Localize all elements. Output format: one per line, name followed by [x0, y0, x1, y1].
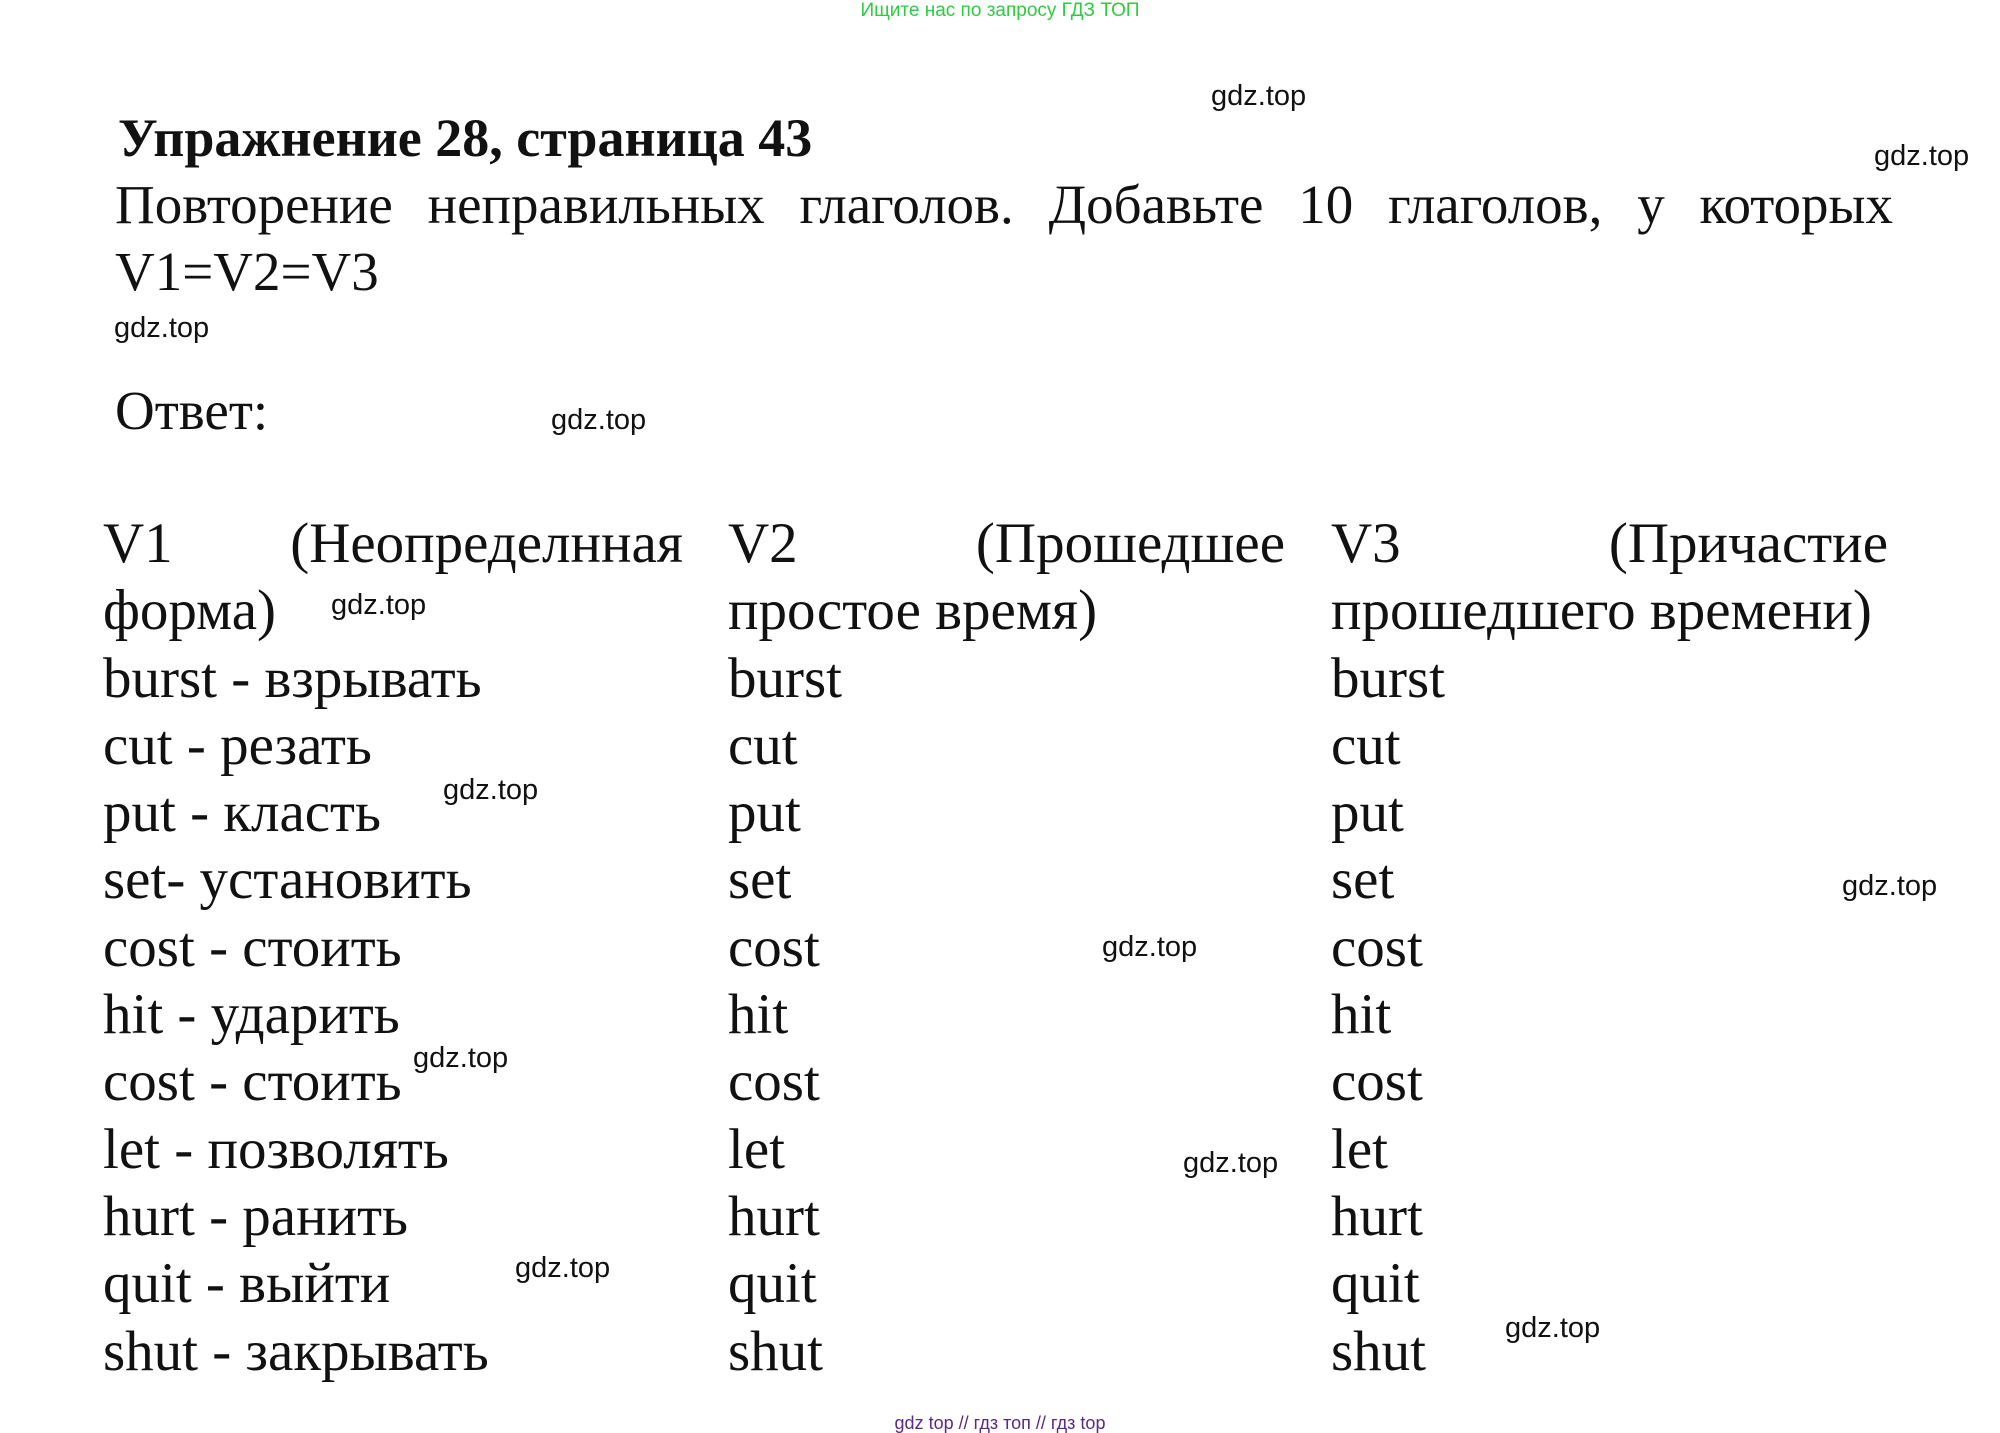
- verb-cell: put: [1331, 781, 1404, 845]
- verb-cell: cost: [728, 1050, 820, 1114]
- column-header-part: V3: [1331, 512, 1401, 575]
- search-banner: Ищите нас по запросу ГДЗ ТОП: [860, 0, 1140, 21]
- watermark: gdz.top: [443, 774, 539, 806]
- verb-cell: shut: [728, 1319, 824, 1383]
- verb-cell: quit: [728, 1252, 817, 1316]
- column-header-part: V2: [728, 512, 798, 575]
- watermark: gdz.top: [551, 404, 647, 436]
- column-header-part: (Неопределнная: [290, 512, 683, 575]
- verb-cell: burst: [1331, 646, 1445, 710]
- verb-cell: burst: [728, 646, 842, 710]
- watermark: gdz.top: [413, 1042, 509, 1074]
- column-header: [103, 510, 683, 577]
- watermark: gdz.top: [1183, 1147, 1279, 1179]
- column-v3: [1331, 510, 1888, 1385]
- watermark: gdz.top: [1211, 80, 1307, 112]
- verb-cell: put - класть: [103, 781, 381, 845]
- verb-cell: cost: [1331, 915, 1423, 979]
- column-header-line2: простое время): [728, 579, 1098, 643]
- column-header-part: (Прошедшее: [975, 512, 1285, 575]
- task-description: Повторение неправильных глаголов. Добавьте 10 глаголов, у которых: [115, 174, 1893, 235]
- watermark: gdz.top: [331, 589, 427, 621]
- watermark: gdz.top: [515, 1252, 611, 1284]
- verb-cell: quit: [1331, 1252, 1420, 1316]
- column-header: [1331, 510, 1888, 577]
- verb-cell: cut: [1331, 713, 1401, 777]
- verb-cell: hit - ударить: [103, 983, 400, 1047]
- column-header-line2: форма): [103, 579, 277, 643]
- task-description-formula: V1=V2=V3: [115, 241, 379, 302]
- verb-cell: hit: [1331, 983, 1392, 1047]
- column-header-part: (Причастие: [1608, 512, 1888, 575]
- verb-cell: let - позволять: [103, 1117, 449, 1181]
- verb-cell: hit: [728, 983, 789, 1047]
- column-header-line2: прошедшего времени): [1331, 579, 1872, 643]
- verb-cell: set: [728, 848, 792, 912]
- verb-cell: hurt: [1331, 1184, 1423, 1248]
- watermark: gdz.top: [1505, 1312, 1601, 1344]
- verb-cell: set: [1331, 848, 1395, 912]
- column-header: [728, 510, 1285, 577]
- verb-cell: let: [728, 1117, 785, 1181]
- watermark: gdz.top: [1842, 870, 1938, 902]
- verb-cell: shut - закрывать: [103, 1319, 489, 1383]
- verb-cell: cost - стоить: [103, 915, 402, 979]
- answer-label: Ответ:: [115, 380, 269, 441]
- verb-cell: put: [728, 781, 801, 845]
- column-v2: [728, 510, 1285, 1385]
- verb-cell: cost: [728, 915, 820, 979]
- watermark: gdz.top: [1102, 931, 1198, 963]
- verb-cell: let: [1331, 1117, 1388, 1181]
- verb-cell: cost: [1331, 1050, 1423, 1114]
- verb-cell: shut: [1331, 1319, 1427, 1383]
- verb-cell: cut: [728, 713, 798, 777]
- verb-cell: cut - резать: [103, 713, 372, 777]
- verb-cell: burst - взрывать: [103, 646, 482, 710]
- verb-cell: cost - стоить: [103, 1050, 402, 1114]
- watermark: gdz.top: [114, 312, 210, 344]
- watermark: gdz.top: [1874, 140, 1970, 172]
- footer-watermark: gdz top // гдз топ // гдз top: [894, 1413, 1106, 1433]
- verb-cell: quit - выйти: [103, 1252, 391, 1316]
- page-title: Упражнение 28, страница 43: [118, 108, 813, 168]
- column-header-part: V1: [103, 512, 173, 575]
- verb-cell: hurt - ранить: [103, 1184, 409, 1248]
- verb-cell: hurt: [728, 1184, 820, 1248]
- verb-cell: set- установить: [103, 848, 472, 912]
